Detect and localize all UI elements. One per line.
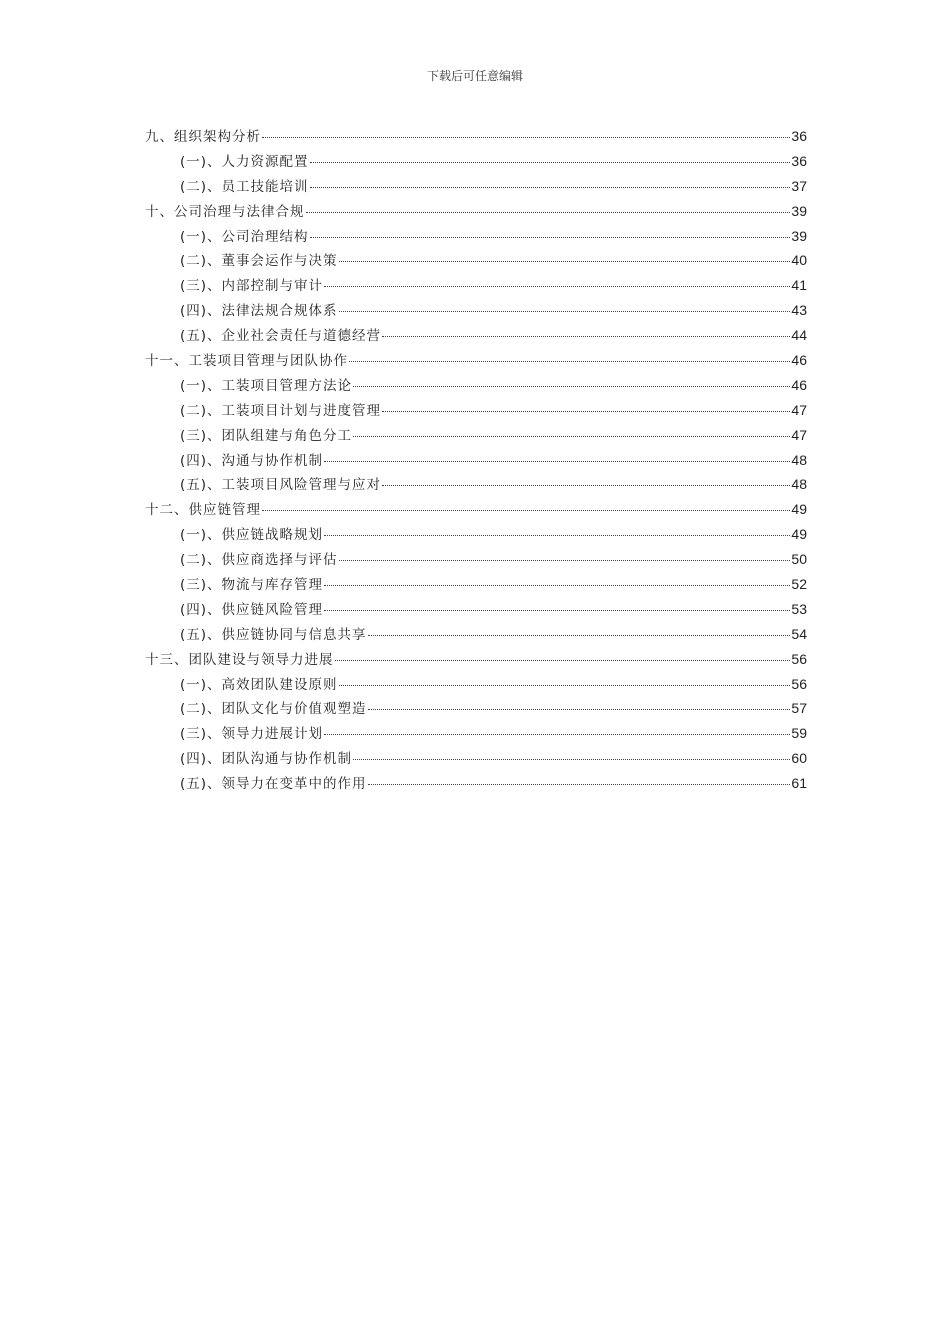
toc-dot-leader	[382, 411, 790, 412]
toc-chapter-entry[interactable]	[145, 200, 807, 225]
toc-chapter-entry[interactable]	[145, 498, 807, 523]
toc-page-number: 56	[791, 675, 807, 692]
toc-dot-leader	[382, 336, 790, 337]
toc-page-number: 48	[791, 476, 807, 493]
toc-page-number: 44	[791, 327, 807, 344]
toc-entry-title: (二)、员工技能培训	[180, 178, 309, 195]
toc-dot-leader	[339, 261, 791, 262]
toc-entry-title: (三)、物流与库存管理	[180, 577, 324, 594]
toc-page-number: 37	[791, 177, 807, 194]
toc-page-number: 52	[791, 576, 807, 593]
toc-entry-title: (二)、团队文化与价值观塑造	[180, 701, 367, 718]
toc-page-number: 59	[791, 725, 807, 742]
toc-entry-title: (二)、工装项目计划与进度管理	[180, 402, 382, 419]
toc-dot-leader	[324, 610, 790, 611]
toc-page-number: 54	[791, 625, 807, 642]
toc-section-entry[interactable]	[145, 249, 807, 274]
toc-chapter-entry[interactable]	[145, 349, 807, 374]
toc-entry-title: 十二、供应链管理	[145, 502, 261, 519]
toc-entry-title: (三)、领导力进展计划	[180, 726, 324, 743]
toc-dot-leader	[324, 535, 790, 536]
toc-section-entry[interactable]	[145, 374, 807, 399]
toc-entry-title: (五)、供应链协同与信息共享	[180, 626, 367, 643]
toc-dot-leader	[324, 286, 790, 287]
toc-dot-leader	[324, 585, 790, 586]
toc-page-number: 46	[791, 352, 807, 369]
toc-section-entry[interactable]	[145, 697, 807, 722]
toc-section-entry[interactable]	[145, 573, 807, 598]
toc-section-entry[interactable]	[145, 598, 807, 623]
toc-dot-leader	[349, 361, 790, 362]
toc-entry-title: 九、组织架构分析	[145, 129, 261, 145]
toc-entry-title: (五)、领导力在变革中的作用	[180, 776, 367, 793]
toc-dot-leader	[324, 461, 790, 462]
toc-dot-leader	[339, 311, 791, 312]
toc-section-entry[interactable]	[145, 424, 807, 449]
toc-section-entry[interactable]	[145, 299, 807, 324]
toc-entry-title: (二)、供应商选择与评估	[180, 552, 338, 569]
toc-dot-leader	[335, 660, 791, 661]
toc-section-entry[interactable]	[145, 324, 807, 349]
toc-section-entry[interactable]	[145, 473, 807, 498]
toc-page-number: 46	[791, 376, 807, 393]
toc-chapter-entry[interactable]	[145, 648, 807, 673]
toc-entry-title: (一)、供应链战略规划	[180, 527, 324, 544]
toc-dot-leader	[262, 510, 790, 511]
toc-section-entry[interactable]	[145, 623, 807, 648]
toc-entry-title: (五)、企业社会责任与道德经营	[180, 328, 382, 345]
toc-page-number: 50	[791, 551, 807, 568]
toc-page-number: 40	[791, 252, 807, 269]
toc-dot-leader	[310, 187, 791, 188]
toc-entry-title: (四)、团队沟通与协作机制	[180, 751, 353, 768]
toc-entry-title: (四)、法律法规合规体系	[180, 303, 338, 320]
toc-entry-title: (三)、内部控制与审计	[180, 278, 324, 295]
toc-entry-title: 十三、团队建设与领导力进展	[145, 651, 334, 668]
toc-page-number: 39	[791, 227, 807, 244]
toc-entry-title: (五)、工装项目风险管理与应对	[180, 477, 382, 494]
toc-page-number: 39	[791, 202, 807, 219]
toc-section-entry[interactable]	[145, 673, 807, 698]
toc-dot-leader	[353, 759, 790, 760]
toc-section-entry[interactable]	[145, 449, 807, 474]
toc-chapter-entry[interactable]	[145, 125, 807, 150]
toc-section-entry[interactable]	[145, 722, 807, 747]
toc-page-number: 56	[791, 650, 807, 667]
toc-page-number: 47	[791, 401, 807, 418]
toc-entry-title: (一)、高效团队建设原则	[180, 676, 338, 693]
toc-page-number: 49	[791, 526, 807, 543]
toc-page-number: 43	[791, 302, 807, 319]
toc-page-number: 57	[791, 700, 807, 717]
toc-entry-title: 十一、工装项目管理与团队协作	[145, 353, 348, 370]
toc-dot-leader	[353, 436, 790, 437]
toc-dot-leader	[310, 162, 791, 163]
toc-section-entry[interactable]	[145, 548, 807, 573]
toc-page-number: 60	[791, 750, 807, 767]
toc-entry-title: 十、公司治理与法律合规	[145, 203, 305, 220]
toc-page-number: 53	[791, 600, 807, 617]
toc-dot-leader	[306, 212, 791, 213]
toc-page-number: 36	[791, 152, 807, 169]
toc-section-entry[interactable]	[145, 747, 807, 772]
toc-entry-title: (四)、沟通与协作机制	[180, 452, 324, 469]
toc-section-entry[interactable]	[145, 399, 807, 424]
toc-entry-title: (一)、工装项目管理方法论	[180, 377, 353, 394]
toc-dot-leader	[368, 635, 791, 636]
toc-dot-leader	[382, 485, 790, 486]
toc-dot-leader	[368, 784, 791, 785]
toc-section-entry[interactable]	[145, 225, 807, 250]
toc-section-entry[interactable]	[145, 772, 807, 797]
toc-page-number: 61	[791, 775, 807, 792]
toc-dot-leader	[339, 685, 791, 686]
toc-dot-leader	[353, 386, 790, 387]
toc-dot-leader	[324, 734, 790, 735]
toc-section-entry[interactable]	[145, 274, 807, 299]
toc-page-number: 41	[791, 277, 807, 294]
page-header: 下载后可任意编辑	[426, 69, 523, 83]
toc-entry-title: (二)、董事会运作与决策	[180, 253, 338, 270]
toc-page-number: 48	[791, 451, 807, 468]
toc-entry-title: (一)、公司治理结构	[180, 228, 309, 245]
toc-dot-leader	[262, 137, 790, 138]
toc-entry-title: (三)、团队组建与角色分工	[180, 427, 353, 444]
toc-section-entry[interactable]	[145, 523, 807, 548]
table-of-contents	[145, 125, 807, 797]
toc-section-entry[interactable]	[145, 150, 807, 175]
toc-entry-title: (一)、人力资源配置	[180, 153, 309, 170]
toc-page-number: 47	[791, 426, 807, 443]
toc-section-entry[interactable]	[145, 175, 807, 200]
toc-page-number: 49	[791, 501, 807, 518]
toc-entry-title: (四)、供应链风险管理	[180, 601, 324, 618]
toc-page-number: 36	[791, 128, 807, 144]
toc-dot-leader	[310, 237, 791, 238]
toc-dot-leader	[339, 560, 791, 561]
toc-dot-leader	[368, 709, 791, 710]
